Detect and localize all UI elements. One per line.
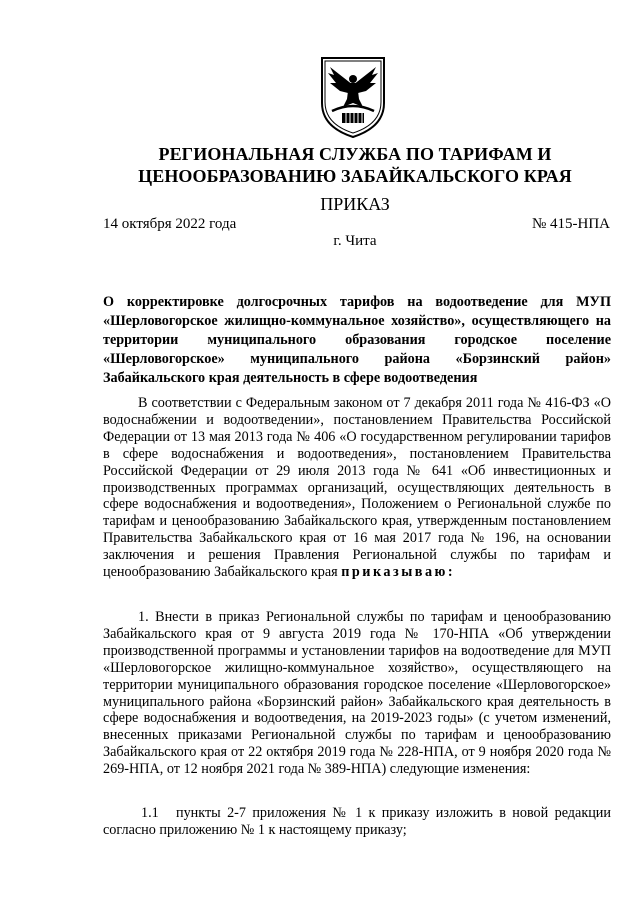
coat-of-arms-emblem <box>318 55 388 140</box>
preamble-text: В соответствии с Федеральным законом от 7 декабря 2011 года № 416-ФЗ «О водоснабжении и водоотведении», постановлением Правительства Российской Федерации от 13 мая 2013 года № 406 «О государственном регулировании тарифов в сфере водоснабжения и водоотведения», постановлением Правительства Российской Федерации от 29 июля 2013 года № 641 «Об инвестиционных и производственных программах организаций, осуществляющих деятельность в сфере водоснабжения и водоотведения», Положением о Региональной службе по тарифам и ценообразованию Забайкальского края, утвержденным постановлением Правительства Забайкальского края от 16 мая 2017 года № 196, на основании заключения и решения Правления Региональной службы по тарифам и ценообразованию Забайкальского края <box>103 395 611 581</box>
item-1-1-text: пункты 2-7 приложения № 1 к приказу изложить в новой редакции согласно приложению № 1 к настоящему приказу; <box>103 805 611 838</box>
agency-title-line-2: ЦЕНООБРАЗОВАНИЮ ЗАБАЙКАЛЬСКОГО КРАЯ <box>138 166 572 186</box>
document-type: ПРИКАЗ <box>320 194 390 214</box>
preamble-paragraph <box>103 395 611 581</box>
document-date: 14 октября 2022 года <box>103 216 237 232</box>
agency-title-line-1: РЕГИОНАЛЬНАЯ СЛУЖБА ПО ТАРИФАМ И <box>158 144 552 164</box>
item-1-1-paragraph <box>103 805 611 839</box>
agency-title <box>100 143 610 187</box>
document-subject: О корректировке долгосрочных тарифов на водоотведение для МУП «Шерловогорское жилищно-коммунальное хозяйство», осуществляющего на территории муниципального образования городское поселение «Шерловогорское» муниципального района «Борзинский район» Забайкальского края деятельность в сфере водоотведения <box>103 294 611 386</box>
document-city: г. Чита <box>333 233 377 249</box>
document-number: № 415-НПА <box>531 216 610 232</box>
order-keyword: приказываю: <box>341 564 456 581</box>
item-1-paragraph: 1. Внести в приказ Региональной службы по тарифам и ценообразованию Забайкальского края от 9 августа 2019 года № 170-НПА «Об утверждении производственной программы и установлении тарифов на водоотведение для МУП «Шерловогорское жилищно-коммунальное хозяйство», осуществляющего на территории муниципального образования городское поселение «Шерловогорское» муниципального района «Борзинский район» Забайкальского края деятельность в сфере водоснабжения и водоотведения, на 2019-2023 годы» (с учетом изменений, внесенных приказами Региональной службы по тарифам и ценообразованию Забайкальского края от 22 октября 2019 года № 228-НПА, от 9 ноября 2020 года № 269-НПА, от 12 ноября 2021 года № 389-НПА) следующие изменения: <box>103 609 611 778</box>
item-1-1-number: 1.1 <box>141 805 159 821</box>
